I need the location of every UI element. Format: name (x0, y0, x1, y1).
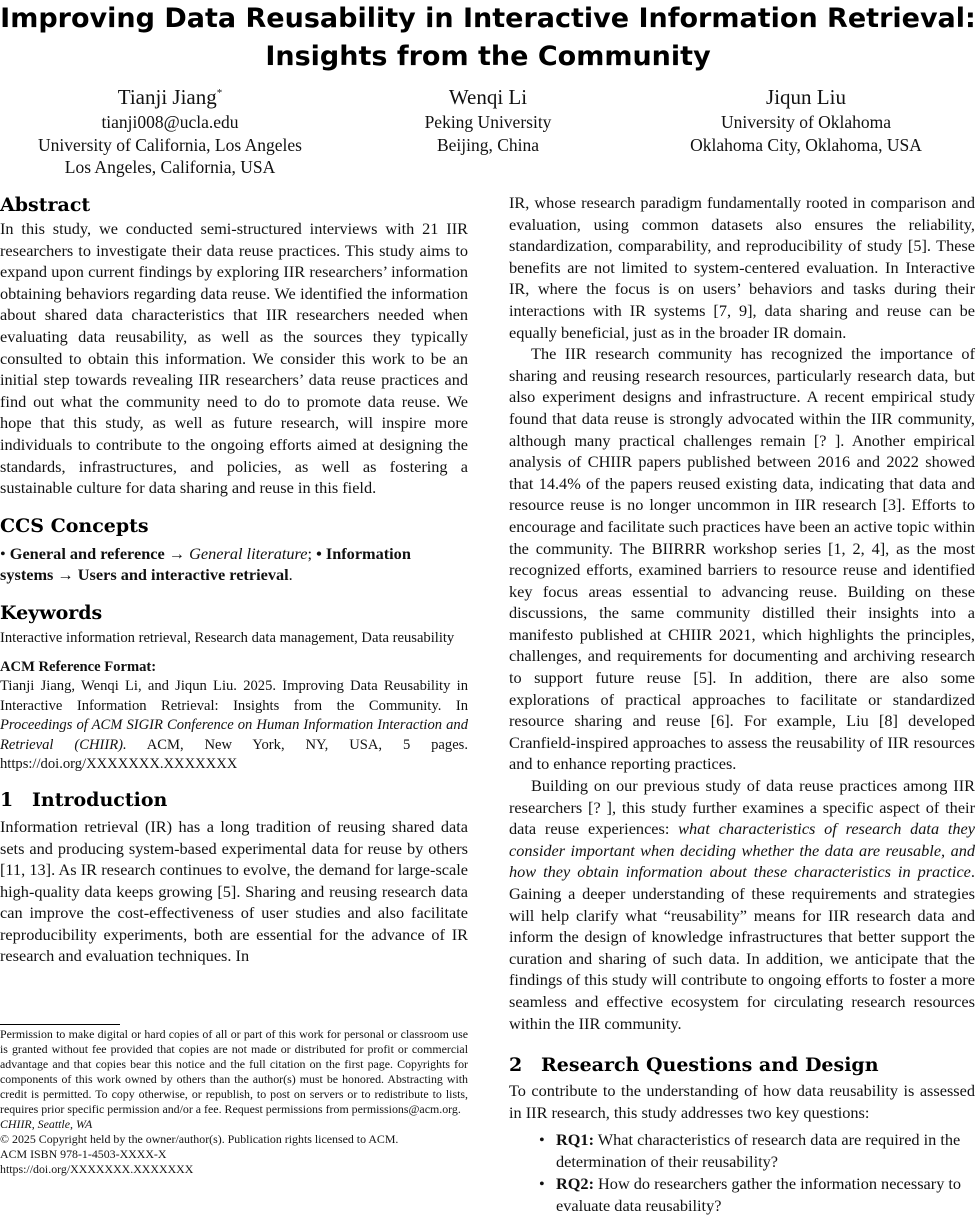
author-name: Wenqi Li (448, 85, 528, 109)
bullet-icon: • (539, 1174, 545, 1194)
author-3 (636, 84, 976, 156)
author-name: Tianji Jiang (117, 85, 217, 109)
author-affiliation: University of California, Los Angeles (38, 134, 302, 155)
intro-continued-paragraph: IR, whose research paradigm fundamentally rooted in comparison and evaluation, using common datasets also ensures the reliability, standardization, comparability, and reproducibility of study [5]. These benefits are not limited to system-centered evaluation. In Interactive IR, where the focus is on users’ behaviors and tasks during their interactions with IR systems [7, 9], data sharing and reuse can be equally beneficial, just as in the broader IR domain. (509, 193, 975, 342)
footnote-divider (0, 1024, 120, 1025)
author-1 (0, 84, 340, 179)
section2-heading: 2 Research Questions and Design (509, 1054, 879, 1077)
author-affiliation: Peking University (424, 112, 552, 132)
author-affiliation: University of Oklahoma (720, 112, 892, 132)
author-block (0, 84, 976, 184)
acm-reference-heading: ACM Reference Format: (0, 659, 157, 676)
author-location: Los Angeles, California, USA (64, 157, 276, 177)
research-question-2: • RQ2: How do researchers gather the information necessary to evaluate data reusability? (539, 1174, 962, 1216)
author-footnote-mark: * (216, 87, 223, 99)
author-name: Jiqun Liu (766, 85, 846, 109)
abstract-heading: Abstract (0, 194, 91, 216)
intro-study-paragraph: Building on our previous study of data reuse practices among IIR researchers [? ], this study further examines a specific aspect of their data reuse experiences: what characteristics of research data they consider important when deciding whether the data are reusable, and how they obtain information about these characteristics in practice. Gaining a deeper understanding of these requirements and strategies will help clarify what “reusability” means for IIR research data and inform the design of knowledge infrastructures that better support the curation and sharing of such data. In addition, we anticipate that the findings of this study will contribute to ongoing efforts to foster a more seamless and effective ecosystem for circulating research resources within the IIR community. (509, 776, 975, 1033)
permission-notice: Permission to make digital or hard copies of all or part of this work for personal or classroom use is granted without fee provided that copies are not made or distributed for profit or commercial advantage and that copies bear this notice and the full citation on the first page. Copyrights for components of this work owned by others than the author(s) must be honored. Abstracting with credit is permitted. To copy otherwise, or republish, to post on servers or to redistribute to lists, requires prior specific permission and/or a fee. Request permissions from permissions@acm.org. (0, 1027, 468, 1116)
right-column (509, 192, 975, 1217)
author-location: Oklahoma City, Oklahoma, USA (690, 134, 922, 155)
research-question-1: • RQ1: What characteristics of research data are required in the determination of their reusability? (539, 1130, 961, 1172)
intro-heading: 1 Introduction (0, 788, 168, 811)
author-email[interactable]: tianji008@ucla.edu (101, 112, 239, 132)
research-question-list (509, 1129, 975, 1217)
author-2 (346, 84, 630, 156)
title-line-2: Insights from the Community (265, 41, 711, 72)
acm-reference-text: Tianji Jiang, Wenqi Li, and Jiqun Liu. 2025. Improving Data Reusability in Interactive Information Retrieval: Insights from the Community. In Proceedings of ACM SIGIR Conference on Human Information Interaction and Retrieval (CHIIR). ACM, New York, NY, USA, 5 pages. https://doi.org/XXXXXXX.XXXXXXX (0, 678, 468, 773)
keywords-text: Interactive information retrieval, Research data management, Data reusability (0, 629, 455, 646)
title-line-1: Improving Data Reusability in Interactive Information Retrieval: (0, 3, 976, 34)
copyright-footnote (0, 1027, 468, 1177)
bullet-icon: • (539, 1130, 545, 1150)
abstract-text: In this study, we conducted semi-structured interviews with 21 IIR researchers to investigate their data reuse practices. This study aims to expand upon current findings by exploring IIR researchers’ information obtaining behaviors regarding data reuse. We identified the information about shared data characteristics that IIR researchers needed when evaluating data reusability, as well as the sources they typically consulted to obtain this information. We consider this work to be an initial step towards revealing IIR researchers’ data reuse practices and find out what the community need to do to promote data reuse. We hope that this study, as well as future research, will inspire more individuals to contribute to the ongoing efforts aimed at designing the standards, infrastructures, and policies, as well as fostering a sustainable culture for data sharing and reuse in this field. (0, 219, 468, 498)
conference-venue: CHIIR, Seattle, WA (0, 1117, 93, 1131)
paper-title (0, 0, 976, 76)
copyright-notice: © 2025 Copyright held by the owner/author(s). Publication rights licensed to ACM. (0, 1132, 399, 1146)
doi-link[interactable]: https://doi.org/XXXXXXX.XXXXXXX (0, 1162, 194, 1176)
left-column (0, 192, 468, 967)
intro-community-paragraph: The IIR research community has recognized the importance of sharing and reusing research resources, particularly research data, but also experiment designs and infrastructure. A recent empirical study found that data reuse is strongly advocated within the IIR community, although many practical challenges remain [? ]. Another empirical analysis of CHIIR papers published between 2016 and 2022 showed that 14.4% of the papers reused existing data, indicating that data and resource reuse is no longer uncommon in IIR research [3]. Efforts to encourage and facilitate such practices have been an active topic within the community. The BIIRRR workshop series [1, 2, 4], as the most recognized efforts, examined barriers to resource reuse and identified key focus areas essential to advancing reuse. Building on these discussions, the same community distilled their insights into a manifesto published at CHIIR 2021, which highlights the principles, challenges, and requirements for documenting and archiving research to support future reuse [5]. In addition, there are also some explorations of practical approaches to facilitate or standardized resource sharing and reuse [6]. For example, Liu [8] developed Cranfield-inspired approaches to assess the reusability of IIR resources and to enhance reporting practices. (509, 344, 975, 774)
isbn: ACM ISBN 978-1-4503-XXXX-X (0, 1147, 167, 1161)
ccs-concepts: • General and reference → General literature; • Information systems → Users and interactive retrieval. (0, 543, 411, 585)
ccs-heading: CCS Concepts (0, 514, 149, 537)
section2-text: To contribute to the understanding of how data reusability is assessed in IIR research, this study addresses two key questions: (509, 1081, 975, 1122)
keywords-heading: Keywords (0, 601, 103, 624)
intro-text: Information retrieval (IR) has a long tradition of reusing shared data sets and producing system-based experimental data for reuse by others [11, 13]. As IR research continues to evolve, the demand for large-scale high-quality data keeps growing [5]. Sharing and reusing research data can improve the cost-effectiveness of user studies and also facilitate reproducibility experiments, both are essential for the advance of IR research and evaluation techniques. In (0, 816, 468, 966)
author-location: Beijing, China (436, 134, 540, 155)
